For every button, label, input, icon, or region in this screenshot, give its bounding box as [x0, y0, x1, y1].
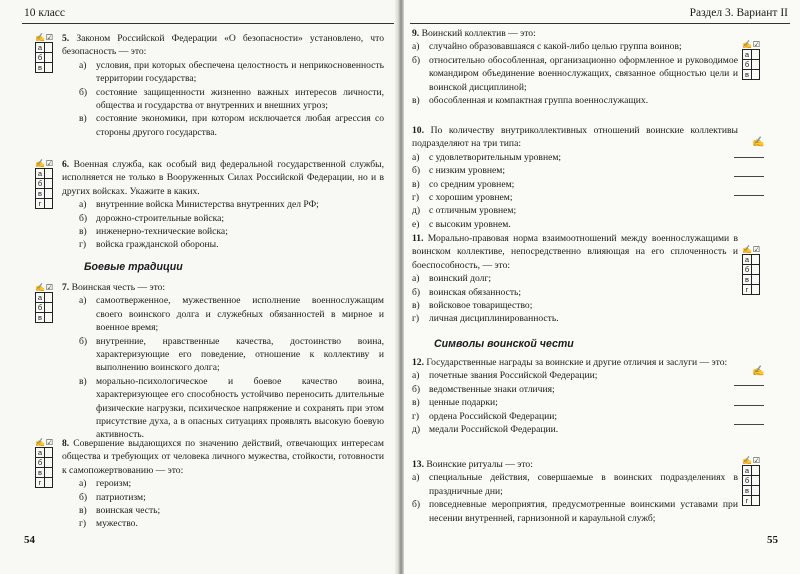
question-13 [412, 458, 738, 525]
question-number: 9. [412, 28, 420, 39]
option: а) специальные действия, совершаемые в воинских подразделениях в праздничные дни; [412, 472, 738, 497]
pencil-icon: ✍ [742, 245, 752, 254]
question-8 [62, 437, 384, 531]
question-6 [62, 158, 384, 252]
question-number: 8. [62, 438, 70, 449]
option: а) воинский долг; [412, 273, 492, 285]
running-head: 10 класс [24, 7, 66, 19]
option: в) со средним уровнем; [412, 178, 515, 190]
option: в) обособленная и компактная группа военнослужащих. [412, 95, 649, 107]
pencil-icon: ✍ [35, 159, 45, 168]
write-line[interactable] [734, 176, 764, 177]
page-number: 54 [24, 534, 35, 546]
option: а) с удовлетворительным уровнем; [412, 151, 562, 163]
answer-cell[interactable] [752, 284, 760, 295]
checkbox-icon: ☑ [752, 40, 760, 49]
option: б) с низким уровнем; [412, 165, 506, 177]
write-line[interactable] [734, 385, 764, 386]
option: д) с отличным уровнем; [412, 205, 517, 217]
answer-box-q9: ✍ ☑ а б в [742, 40, 760, 79]
question-number: 5. [62, 33, 70, 44]
left-page [0, 0, 396, 574]
option: в) инженерно-технические войска; [79, 226, 228, 238]
pencil-icon: ✍ [752, 366, 765, 377]
option: а) почетные звания Российской Федерации; [412, 370, 598, 382]
question-text: Государственные награды за воинские и другие отличия и заслуги — это: [426, 357, 728, 368]
option: в) воинская честь; [79, 505, 161, 517]
option: д) медали Российской Федерации. [412, 424, 559, 436]
write-line[interactable] [734, 157, 764, 158]
option: а) условия, при которых обеспечена целостность и неприкосновенность территории государства; [79, 59, 384, 85]
option: б) воинская обязанность; [412, 286, 522, 298]
option: г) ордена Российской Федерации; [412, 410, 558, 422]
write-line[interactable] [734, 424, 764, 425]
option: б) относительно обособленная, организационно оформленное и руководимое командиром объединение военнослужащих, связанное общностью цели и воинской дисциплиной; [412, 54, 738, 93]
option: в) ценные подарки; [412, 397, 498, 409]
option: б) ведомственные знаки отличия; [412, 383, 555, 395]
option: е) с высоким уровнем. [412, 218, 511, 230]
answer-cell[interactable] [45, 198, 53, 209]
pencil-icon: ✍ [35, 33, 45, 42]
answer-box-q7: ✍ ☑ а б в [35, 283, 53, 322]
option: б) дорожно-строительные войска; [79, 212, 225, 224]
option: а) самоотверженное, мужественное исполнение военнослужащим своего воинского долга и служебных обязанностей в мирное и военное время; [79, 295, 384, 334]
pencil-icon: ✍ [35, 438, 45, 447]
answer-cell[interactable] [45, 312, 53, 323]
question-number: 10. [412, 125, 424, 136]
checkbox-icon: ☑ [45, 33, 53, 42]
answer-cell[interactable] [45, 477, 53, 488]
question-text: Воинская честь — это: [71, 282, 166, 293]
question-text: Воинские ритуалы — это: [426, 459, 533, 470]
answer-cell[interactable] [752, 495, 760, 506]
checkbox-icon: ☑ [45, 438, 53, 447]
question-12 [412, 356, 738, 436]
option: в) морально-психологическое и боевое качество воина, характеризующее его способность устойчиво переносить длительные физические нагрузки, психическое напряжение и сохранять при этом присутствие духа, а в опасных ситуациях проявлять высокую боевую активность. [79, 375, 384, 441]
question-text: Законом Российской Федерации «О безопасности» установлено, что безопасность — это: [62, 33, 384, 58]
answer-box-q6: ✍ ☑ а б в г [35, 159, 53, 208]
checkbox-icon: ☑ [752, 245, 760, 254]
pencil-icon: ✍ [752, 137, 765, 148]
question-10 [412, 124, 738, 231]
option: б) внутренние, нравственные качества, достоинство воина, характеризующие его поведение, отношение к коллективу и выполнению воинского долга; [79, 335, 384, 374]
option: а) случайно образовавшаяся с какой-либо целью группа воинов; [412, 41, 682, 53]
question-text: Морально-правовая норма взаимоотношений между военнослужащими в воинском коллективе, непосредственно влияющая на его сплоченность и боеспособность, — это: [412, 233, 738, 271]
option: б) повседневные мероприятия, предусмотренные воинскими уставами при несении внутренней, гарнизонной и караульной служб; [412, 499, 738, 524]
answer-box-q5: ✍ ☑ а б в [35, 33, 53, 72]
option: г) мужество. [79, 518, 138, 530]
answer-box-q11: ✍ ☑ а б в г [742, 245, 760, 294]
option: г) с хорошим уровнем; [412, 192, 513, 204]
header-rule [410, 23, 790, 24]
question-9 [412, 27, 738, 107]
question-5 [62, 32, 384, 139]
header-rule [22, 23, 394, 24]
option: а) внутренние войска Министерства внутренних дел РФ; [79, 199, 319, 211]
pencil-icon: ✍ [742, 40, 752, 49]
option: г) личная дисциплинированность. [412, 313, 559, 325]
pencil-icon: ✍ [742, 456, 752, 465]
question-number: 12. [412, 357, 424, 368]
answer-box-q13: ✍ ☑ а б в г [742, 456, 760, 505]
checkbox-icon: ☑ [752, 456, 760, 465]
question-text: По количеству внутриколлективных отношений воинские коллективы подразделяют на три типа: [412, 125, 738, 150]
question-number: 11. [412, 233, 424, 244]
page-number: 55 [767, 534, 778, 546]
answer-cell[interactable] [45, 62, 53, 73]
question-number: 7. [62, 282, 70, 293]
question-text: Военная служба, как особый вид федеральной государственной службы, исполняется не только в Вооруженных Силах Российской Федерации, но и в других войсках. Укажите в каких. [62, 159, 384, 197]
checkbox-icon: ☑ [45, 283, 53, 292]
write-line[interactable] [734, 195, 764, 196]
question-text: Воинский коллектив — это: [421, 28, 536, 39]
running-head: Раздел 3. Вариант II [689, 7, 788, 19]
right-page [404, 0, 800, 574]
section-title: Боевые традиции [84, 261, 183, 273]
question-11 [412, 232, 738, 326]
section-title: Символы воинской чести [434, 338, 574, 350]
question-7 [62, 281, 384, 442]
question-text: Совершение выдающихся по значению действий, отвечающих интересам общества и требующих от человека личного мужества, стойкости, готовности к самопожертвованию — это: [62, 438, 384, 476]
option: в) войсковое товарищество; [412, 300, 533, 312]
option: в) состояние экономики, при котором исключается любая агрессия со стороны другого государства. [79, 113, 384, 138]
answer-box-q8: ✍ ☑ а б в г [35, 438, 53, 487]
option: а) героизм; [79, 478, 132, 490]
checkbox-icon: ☑ [45, 159, 53, 168]
answer-cell[interactable] [752, 69, 760, 80]
option: б) состояние защищенности жизненно важных интересов личности, общества и государства от внутренних и внешних угроз; [79, 86, 384, 112]
option: г) войска гражданской обороны. [79, 239, 219, 251]
pencil-icon: ✍ [35, 283, 45, 292]
question-number: 13. [412, 459, 424, 470]
question-number: 6. [62, 159, 70, 170]
option: б) патриотизм; [79, 491, 146, 503]
write-line[interactable] [734, 405, 764, 406]
